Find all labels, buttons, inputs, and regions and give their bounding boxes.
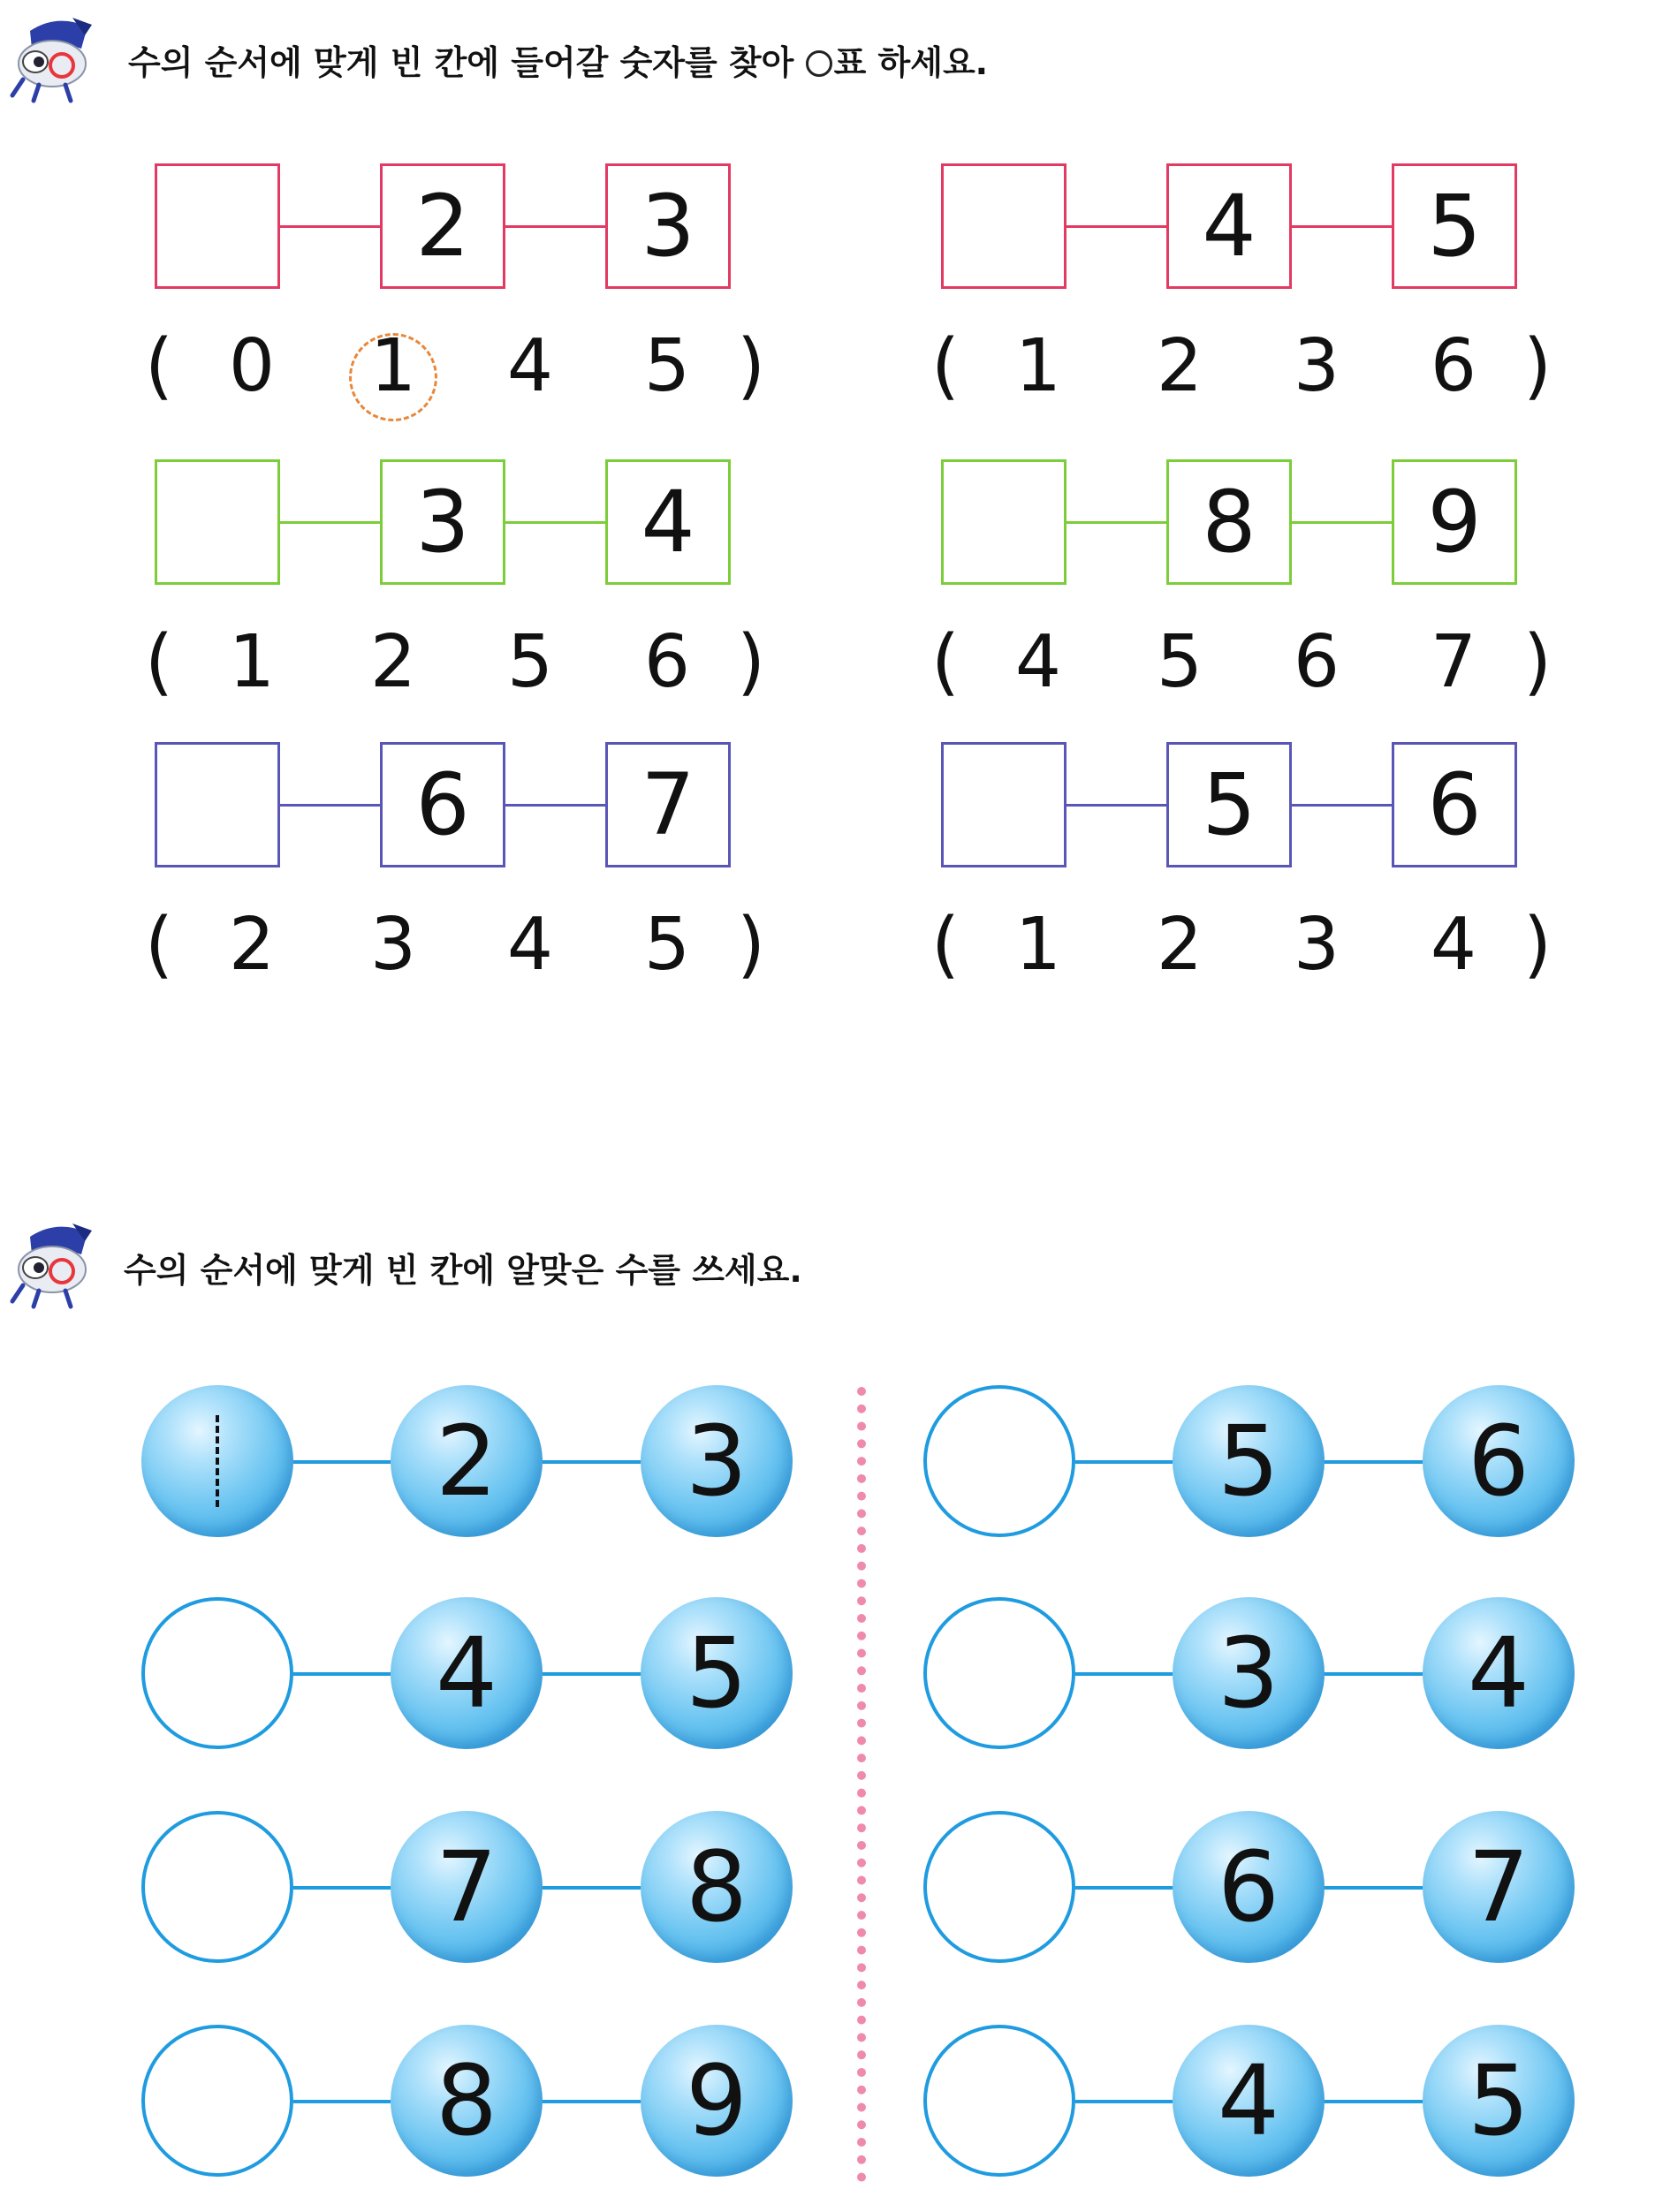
answer-box-empty[interactable] bbox=[155, 742, 280, 867]
box-connector-line bbox=[1067, 804, 1166, 807]
choice-option[interactable]: 2 bbox=[1156, 903, 1203, 987]
number-bubble: 5 bbox=[1423, 2025, 1575, 2177]
answer-bubble-empty[interactable] bbox=[923, 1811, 1075, 1963]
bubble-sequence-row bbox=[141, 1597, 778, 1751]
answer-box-empty[interactable] bbox=[155, 163, 280, 289]
left-paren: ( bbox=[145, 620, 173, 704]
choice-option[interactable]: 5 bbox=[1156, 620, 1203, 704]
bubble-connector-line bbox=[1075, 1886, 1173, 1890]
box-connector-line bbox=[505, 804, 605, 807]
bubble-connector-line bbox=[293, 2100, 391, 2103]
box-connector-line bbox=[1067, 521, 1166, 524]
number-bubble: 3 bbox=[641, 1385, 793, 1537]
right-paren: ) bbox=[1523, 324, 1552, 408]
choice-option[interactable]: 1 bbox=[1014, 324, 1062, 408]
choice-option[interactable]: 1 bbox=[369, 324, 417, 408]
number-box: 2 bbox=[380, 163, 505, 289]
number-box: 4 bbox=[1166, 163, 1292, 289]
choice-option[interactable]: 6 bbox=[1293, 620, 1340, 704]
right-paren: ) bbox=[737, 903, 765, 987]
bubble-sequence-row bbox=[141, 1385, 778, 1539]
number-box: 5 bbox=[1166, 742, 1292, 867]
bubble-connector-line bbox=[1325, 2100, 1423, 2103]
choice-option[interactable]: 2 bbox=[228, 903, 276, 987]
box-connector-line bbox=[505, 521, 605, 524]
answer-bubble-empty[interactable] bbox=[923, 1385, 1075, 1537]
answer-box-empty[interactable] bbox=[941, 163, 1067, 289]
answer-box-empty[interactable] bbox=[941, 459, 1067, 585]
choice-option[interactable]: 1 bbox=[1014, 903, 1062, 987]
instruction-top-text: 수의 순서에 맞게 빈 칸에 들어갈 숫자를 찾아 bbox=[128, 43, 806, 82]
bubble-connector-line bbox=[1325, 1460, 1423, 1464]
choice-option[interactable]: 6 bbox=[1430, 324, 1477, 408]
number-bubble: 5 bbox=[1173, 1385, 1325, 1537]
choice-option[interactable]: 5 bbox=[643, 324, 691, 408]
choice-row bbox=[928, 618, 1564, 707]
choice-option[interactable]: 5 bbox=[643, 903, 691, 987]
left-paren: ( bbox=[145, 903, 173, 987]
answer-bubble-empty[interactable] bbox=[923, 1597, 1075, 1749]
dashed-one-stroke bbox=[216, 1415, 219, 1507]
choice-option[interactable]: 5 bbox=[506, 620, 554, 704]
number-bubble: 9 bbox=[641, 2025, 793, 2177]
choice-row bbox=[928, 322, 1564, 411]
number-bubble: 2 bbox=[391, 1385, 543, 1537]
bubble-connector-line bbox=[1325, 1886, 1423, 1890]
left-paren: ( bbox=[931, 324, 960, 408]
choice-option[interactable]: 2 bbox=[369, 620, 417, 704]
box-problem bbox=[928, 459, 1564, 716]
circle-symbol-icon bbox=[806, 50, 832, 77]
bubble-connector-line bbox=[543, 1886, 641, 1890]
number-bubble: 8 bbox=[391, 2025, 543, 2177]
choice-option[interactable]: 6 bbox=[643, 620, 691, 704]
right-paren: ) bbox=[1523, 903, 1552, 987]
number-bubble: 6 bbox=[1423, 1385, 1575, 1537]
choice-row bbox=[141, 322, 778, 411]
choice-option[interactable]: 7 bbox=[1430, 620, 1477, 704]
left-paren: ( bbox=[931, 903, 960, 987]
answer-bubble-empty[interactable] bbox=[141, 1597, 293, 1749]
bubble-connector-line bbox=[543, 1460, 641, 1464]
bubble-connector-line bbox=[1075, 1672, 1173, 1676]
box-connector-line bbox=[1067, 225, 1166, 228]
choice-option[interactable]: 3 bbox=[1293, 903, 1340, 987]
bubble-sequence-row bbox=[923, 1385, 1560, 1539]
number-bubble: 4 bbox=[1173, 2025, 1325, 2177]
answer-bubble-empty[interactable] bbox=[141, 1811, 293, 1963]
box-problem bbox=[141, 459, 778, 716]
bubble-sequence-row bbox=[923, 1811, 1560, 1965]
dotted-divider bbox=[857, 1387, 866, 2182]
choice-option[interactable]: 3 bbox=[1293, 324, 1340, 408]
number-box: 7 bbox=[605, 742, 731, 867]
choice-option[interactable]: 4 bbox=[506, 324, 554, 408]
choice-row bbox=[928, 901, 1564, 989]
choice-option[interactable]: 4 bbox=[1430, 903, 1477, 987]
instruction-bottom: 수의 순서에 맞게 빈 칸에 알맞은 수를 쓰세요. bbox=[124, 1251, 802, 1290]
instruction-top bbox=[128, 35, 988, 84]
instruction-top-suffix: 표 하세요. bbox=[833, 43, 989, 82]
number-box: 5 bbox=[1392, 163, 1517, 289]
right-paren: ) bbox=[1523, 620, 1552, 704]
box-connector-line bbox=[280, 804, 380, 807]
bubble-connector-line bbox=[293, 1460, 391, 1464]
answer-box-empty[interactable] bbox=[941, 742, 1067, 867]
example-answer-bubble bbox=[141, 1385, 293, 1537]
bubble-connector-line bbox=[1325, 1672, 1423, 1676]
number-box: 3 bbox=[605, 163, 731, 289]
choice-option[interactable]: 3 bbox=[369, 903, 417, 987]
box-problem bbox=[928, 742, 1564, 998]
box-connector-line bbox=[1292, 225, 1392, 228]
choice-option[interactable]: 0 bbox=[228, 324, 276, 408]
number-bubble: 7 bbox=[1423, 1811, 1575, 1963]
right-paren: ) bbox=[737, 620, 765, 704]
box-problem bbox=[928, 163, 1564, 420]
number-box: 6 bbox=[380, 742, 505, 867]
bubble-connector-line bbox=[293, 1672, 391, 1676]
left-paren: ( bbox=[931, 620, 960, 704]
choice-row bbox=[141, 618, 778, 707]
choice-option[interactable]: 2 bbox=[1156, 324, 1203, 408]
box-connector-line bbox=[280, 225, 380, 228]
bubble-connector-line bbox=[1075, 2100, 1173, 2103]
choice-option[interactable]: 1 bbox=[228, 620, 276, 704]
choice-option[interactable]: 4 bbox=[1014, 620, 1062, 704]
box-connector-line bbox=[1292, 804, 1392, 807]
number-bubble: 3 bbox=[1173, 1597, 1325, 1749]
box-connector-line bbox=[505, 225, 605, 228]
bubble-sequence-row bbox=[923, 1597, 1560, 1751]
bubble-connector-line bbox=[543, 1672, 641, 1676]
box-connector-line bbox=[1292, 521, 1392, 524]
number-bubble: 8 bbox=[641, 1811, 793, 1963]
number-bubble: 7 bbox=[391, 1811, 543, 1963]
number-box: 3 bbox=[380, 459, 505, 585]
number-bubble: 5 bbox=[641, 1597, 793, 1749]
number-bubble: 6 bbox=[1173, 1811, 1325, 1963]
number-box: 9 bbox=[1392, 459, 1517, 585]
choice-row bbox=[141, 901, 778, 989]
number-box: 6 bbox=[1392, 742, 1517, 867]
bubble-sequence-row bbox=[923, 2025, 1560, 2178]
number-box: 4 bbox=[605, 459, 731, 585]
bubble-connector-line bbox=[543, 2100, 641, 2103]
bubble-connector-line bbox=[1075, 1460, 1173, 1464]
answer-bubble-empty[interactable] bbox=[141, 2025, 293, 2177]
mascot-icon bbox=[4, 9, 101, 106]
number-box: 8 bbox=[1166, 459, 1292, 585]
box-connector-line bbox=[280, 521, 380, 524]
number-bubble: 4 bbox=[391, 1597, 543, 1749]
box-problem bbox=[141, 163, 778, 420]
right-paren: ) bbox=[737, 324, 765, 408]
answer-bubble-empty[interactable] bbox=[923, 2025, 1075, 2177]
mascot-icon bbox=[4, 1215, 101, 1312]
box-problem bbox=[141, 742, 778, 998]
number-bubble: 4 bbox=[1423, 1597, 1575, 1749]
bubble-sequence-row bbox=[141, 2025, 778, 2178]
choice-option[interactable]: 4 bbox=[506, 903, 554, 987]
bubble-sequence-row bbox=[141, 1811, 778, 1965]
answer-box-empty[interactable] bbox=[155, 459, 280, 585]
left-paren: ( bbox=[145, 324, 173, 408]
bubble-connector-line bbox=[293, 1886, 391, 1890]
